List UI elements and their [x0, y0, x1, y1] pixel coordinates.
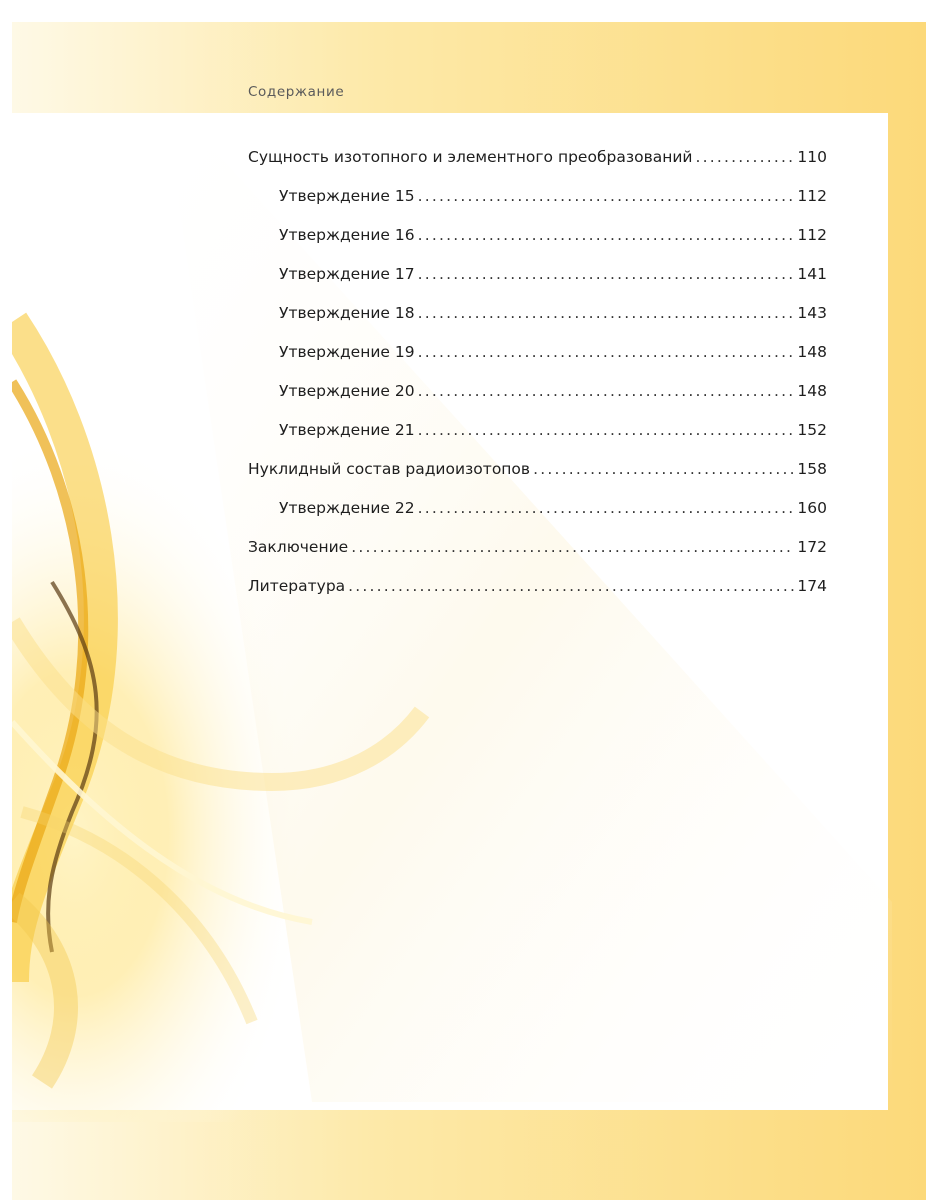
toc-entry-page-number: 143: [797, 304, 827, 322]
toc-entry-page-number: 174: [797, 577, 827, 595]
toc-entry[interactable]: [248, 343, 827, 382]
toc-entry[interactable]: [248, 187, 827, 226]
toc-entry-title: Утверждение 19: [279, 343, 415, 361]
page-header-title: Содержание: [248, 84, 345, 100]
toc-entry[interactable]: [248, 304, 827, 343]
toc-entry[interactable]: [248, 226, 827, 265]
toc-entry-page-number: 112: [797, 187, 827, 205]
toc-entry[interactable]: [248, 538, 827, 577]
toc-dot-leader: [418, 187, 795, 205]
toc-entry-title: Утверждение 18: [279, 304, 415, 322]
table-of-contents: [248, 148, 827, 616]
toc-entry[interactable]: [248, 382, 827, 421]
toc-dot-leader: [418, 499, 795, 517]
toc-entry[interactable]: [248, 421, 827, 460]
toc-entry[interactable]: [248, 499, 827, 538]
toc-entry-page-number: 160: [797, 499, 827, 517]
toc-entry-title: Утверждение 20: [279, 382, 415, 400]
toc-dot-leader: [418, 304, 795, 322]
toc-entry-page-number: 148: [797, 382, 827, 400]
toc-entry-page-number: 112: [797, 226, 827, 244]
toc-entry-title: Нуклидный состав радиоизотопов: [248, 460, 531, 478]
toc-entry-page-number: 110: [797, 148, 827, 166]
toc-entry-title: Литература: [248, 577, 346, 595]
toc-entry-page-number: 148: [797, 343, 827, 361]
toc-dot-leader: [348, 577, 794, 595]
toc-entry-page-number: 158: [797, 460, 827, 478]
toc-dot-leader: [533, 460, 794, 478]
toc-entry-title: Утверждение 15: [279, 187, 415, 205]
toc-dot-leader: [418, 265, 795, 283]
toc-dot-leader: [418, 382, 795, 400]
toc-dot-leader: [351, 538, 794, 556]
toc-entry[interactable]: [248, 460, 827, 499]
toc-dot-leader: [418, 343, 795, 361]
toc-entry-title: Утверждение 21: [279, 421, 415, 439]
toc-entry-title: Утверждение 17: [279, 265, 415, 283]
toc-entry-title: Утверждение 16: [279, 226, 415, 244]
toc-entry[interactable]: [248, 148, 827, 187]
toc-entry-page-number: 141: [797, 265, 827, 283]
toc-entry-page-number: 172: [797, 538, 827, 556]
toc-entry[interactable]: [248, 265, 827, 304]
toc-dot-leader: [418, 226, 795, 244]
toc-entry-title: Утверждение 22: [279, 499, 415, 517]
toc-entry[interactable]: [248, 577, 827, 616]
page-background: [12, 22, 926, 1200]
toc-dot-leader: [418, 421, 795, 439]
toc-entry-title: Сущность изотопного и элементного преобразований: [248, 148, 693, 166]
toc-dot-leader: [695, 148, 794, 166]
toc-entry-page-number: 152: [797, 421, 827, 439]
toc-entry-title: Заключение: [248, 538, 349, 556]
